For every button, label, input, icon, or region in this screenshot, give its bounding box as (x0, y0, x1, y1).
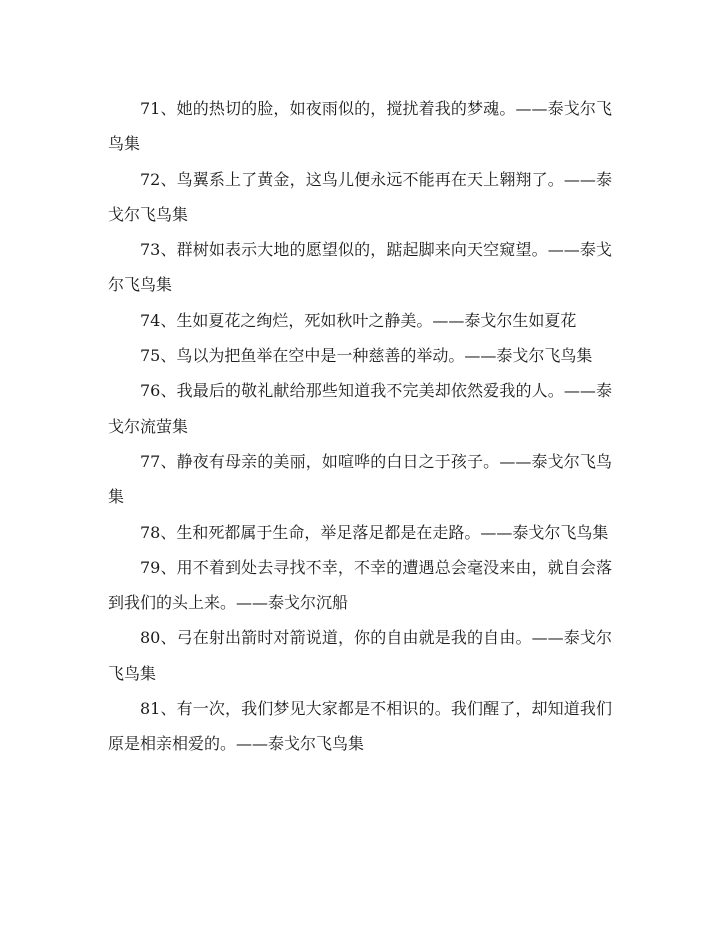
quote-paragraph-71: 71、她的热切的脸，如夜雨似的，搅扰着我的梦魂。——泰戈尔飞鸟集 (108, 99, 612, 154)
quote-paragraph-76: 76、我最后的敬礼献给那些知道我不完美却依然爱我的人。——泰戈尔流萤集 (108, 381, 612, 436)
quote-paragraph-72: 72、鸟翼系上了黄金，这鸟儿便永远不能再在天上翱翔了。——泰戈尔飞鸟集 (108, 169, 612, 224)
quote-paragraph-75: 75、鸟以为把鱼举在空中是一种慈善的举动。——泰戈尔飞鸟集 (140, 346, 593, 366)
quote-paragraph-81: 81、有一次，我们梦见大家都是不相识的。我们醒了，却知道我们原是相亲相爱的。——泰戈尔飞鸟集 (108, 699, 612, 754)
quote-paragraph-74: 74、生如夏花之绚烂，死如秋叶之静美。——泰戈尔生如夏花 (140, 310, 577, 330)
quote-paragraph-78: 78、生和死都属于生命，举足落足都是在走路。——泰戈尔飞鸟集 (140, 522, 609, 542)
quote-paragraph-79: 79、用不着到处去寻找不幸，不幸的遭遇总会毫没来由，就自会落到我们的头上来。——泰戈尔沉船 (108, 557, 612, 613)
quote-paragraph-80: 80、弓在射出箭时对箭说道，你的自由就是我的自由。——泰戈尔飞鸟集 (108, 628, 612, 683)
quote-paragraph-77: 77、静夜有母亲的美丽，如喧哗的白日之于孩子。——泰戈尔飞鸟集 (108, 451, 612, 507)
quote-paragraph-73: 73、群树如表示大地的愿望似的，踮起脚来向天空窥望。——泰戈尔飞鸟集 (108, 240, 612, 295)
quote-list (108, 91, 612, 762)
